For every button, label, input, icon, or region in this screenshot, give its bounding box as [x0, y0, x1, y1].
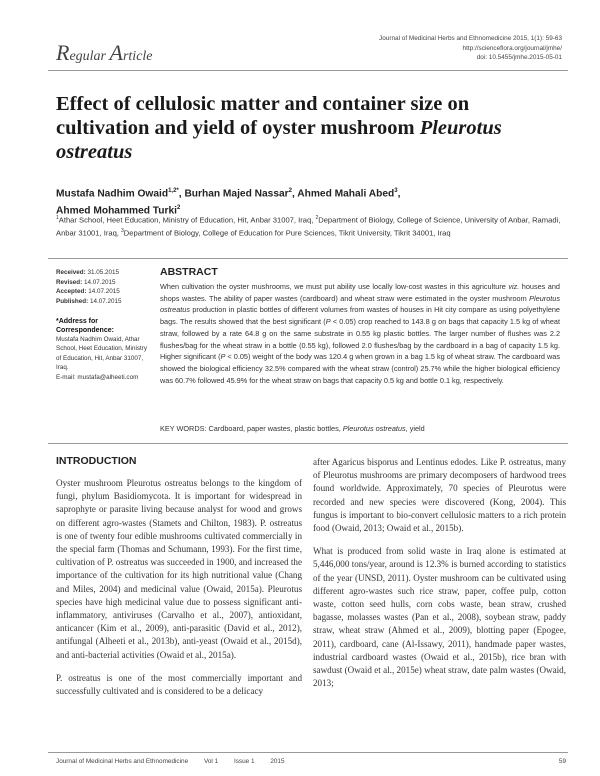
footer-rule	[48, 752, 568, 753]
article-dates: Received: 31.05.2015 Revised: 14.07.2015 Accepted: 14.07.2015 Published: 14.07.2015	[56, 269, 122, 305]
doi[interactable]: doi: 10.5455/jmhe.2015-05-01	[476, 54, 562, 61]
section-rule	[48, 258, 568, 259]
journal-url[interactable]: http://scienceflora.org/journal/jmhe/	[462, 44, 562, 52]
intro-column-right	[313, 456, 566, 700]
correspondence-email[interactable]: E-mail: mustafa@alheeti.com	[56, 373, 139, 381]
page-number: 59	[558, 758, 566, 765]
paragraph: Oyster mushroom Pleurotus ostreatus belongs to the kingdom of fungi, phylum Basidiomycota. It is important for widespread in saprophyte or parasite living because analyst for wood and grows on different agro-wastes (Stamets and Chilton, 1983). P. ostreatus is one of twenty four edible mushrooms cultivated commercially in the special farm (Thomas and Schumann, 1993). For the first time, cultivation of P. ostreatus was succeeded in 1900, and increased the importance of the cultivation for its high nutritional value (Chang and Miles, 2004) and medicinal value (Owaid, 2015a). Pleurotus species have high medicinal value due to possess significant anti-inflammatory, antiviruses (Carvalho et al., 2007), antioxidant, anticancer (Kim et al., 2009), anti-parasitic (David et al., 2012), antifungal (Alheeti et al., 2013b), anti-yeast (Owaid et al., 2015d), and anti-bacterial activities (Owaid et al., 2015a).	[56, 478, 302, 660]
author-3: Ahmed Mahali Abed	[297, 188, 395, 200]
affiliations: $^1$Athar School, Heet Education, Ministry of Education, Hit, Anbar 31007, Iraq, $^2$Department of Biology, College of Science, University of Anbar, Ramadi, Anbar 31001, Iraq, $^3$Department of Biology, College of Education for Pure Sciences, Tikrit University, Tikrit 34001, Iraq	[56, 215, 561, 238]
article-title: Effect of cellulosic matter and container size on cultivation and yield of oyster mushroom Pleurotus ostreatus	[56, 93, 502, 163]
footer-journal: Journal of Medicinal Herbs and Ethnomedicine	[56, 758, 189, 765]
header-rule	[48, 70, 568, 71]
correspondence	[56, 317, 148, 382]
journal-citation: Journal of Medicinal Herbs and Ethnomedicine 2015, 1(1): 59-63	[379, 35, 562, 42]
paragraph: after Agaricus bisporus and Lentinus edodes. Like P. ostreatus, many of Pleurotus mushrooms are primary decomposers of hardwood trees found worldwide. Approximately, 70 species of Pleurotus were recorded and new species were discovered (Kong, 2004). This fungus is important to bio-convert cellulosic matters to a rich protein food (Owaid, 2013; Owaid et al., 2015b).	[313, 457, 566, 534]
paragraph: What is produced from solid waste in Iraq alone is estimated at 5,446,000 tons/year, around is 12.3% is burned according to statistics of the year (UNSD, 2011). Oyster mushroom can be cultivated using different agro-wastes such rice straw, paper, coffee pulp, cotton waste, cotton seed hulls, corn cobs waste, bean straw, crushed bagasse, molasses wastes (Pan et al., 2008), soybean straw, paddy straw, wheat straw (Ahmed et al., 2009), blotting paper (Epogee, 2011), cardboard, cane (Al-Issawy, 2011), handmade paper wastes, industrial cardboard wastes (Owaid et al., 2015b), rice bran with sawdust (Owaid et al., 2015e) wheat straw, date palm wastes (Owaid, 2013;	[313, 546, 566, 689]
paragraph: P. ostreatus is one of the most commercially important and successfully cultivated and is considered to be a delicacy	[56, 672, 302, 697]
abstract-text: When cultivation the oyster mushrooms, we must put ability use locally low-cost wastes in this agriculture viz. houses and shops wastes. The ability of paper wastes (cardboard) and wheat straw were estimated in the oyster mushroom Pleurotus ostreatus production in plastic bottles of different volumes from wastes of houses in Hit city compare as using polyethylene bags. The results showed that the best significant (P < 0.05) crop reached to 143.8 g on bags that capacity 1.5 kg of wheat straw, followed by a rate 64.8 g on the same substrate in 0.55 kg plastic bottles. The larger number of flushes was 2.2 flushes/bag for the wheat straw in a bottle (0.55 kg), followed 2.0 flushes/bag by the cardboard in a bag of capacity 1.5 kg. Higher significant (P < 0.05) weight of the body was 120.4 g when grown in a bag 1.5 kg of wheat straw. The cardboard was showed the biological efficiency 32.5% compared with the wheat straw (control) 25.7% while the higher biological efficiency was 60.7% followed 45.9% for the wheat straw on bags that capacity 0.5 kg and bottle 0.1 kg, respectively.	[160, 282, 561, 385]
correspondence-heading: *Address for Correspondence:	[56, 318, 114, 334]
correspondence-body: Mustafa Nadhim Owaid, Athar School, Heet Education, Ministry of Education, Hit, Anbar 31007, Iraq.	[56, 336, 147, 372]
author-4: Ahmed Mohammed Turki	[56, 205, 177, 217]
keywords: KEY WORDS: Cardboard, paper wastes, plastic bottles, Pleurotus ostreatus, yield	[160, 424, 425, 433]
footer-year: 2015	[270, 758, 285, 765]
keywords-rule	[48, 443, 568, 444]
introduction-heading: INTRODUCTION	[56, 455, 137, 467]
footer-issue: Issue 1	[233, 758, 255, 765]
author-2: Burhan Majed Nassar	[184, 188, 289, 200]
journal-info	[379, 34, 562, 63]
footer-volume: Vol 1	[203, 758, 219, 765]
intro-column-left	[56, 477, 302, 708]
author-1: Mustafa Nadhim Owaid	[56, 188, 169, 200]
article-type: Regular Article	[56, 40, 153, 65]
abstract-heading: ABSTRACT	[160, 266, 218, 278]
author-list: Mustafa Nadhim Owaid$^{1,2*}$, Burhan Majed Nassar$^2$, Ahmed Mahali Abed$^3$, Ahmed Mohammed Turki$^2$	[56, 188, 401, 217]
